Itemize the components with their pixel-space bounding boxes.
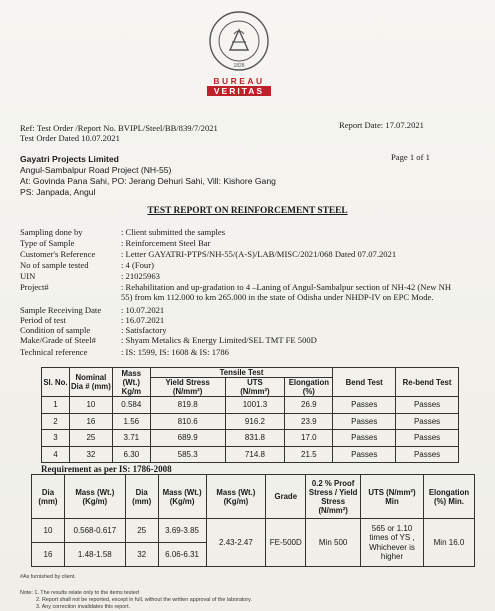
svg-text:1828: 1828 [233, 63, 245, 69]
detail-value: : Reinforcement Steel Bar [121, 238, 211, 248]
detail-key: Type of Sample [20, 238, 75, 248]
cell-uts: 916.2 [225, 413, 285, 430]
req-cell-mass-2: 6.06-6.31 [158, 543, 206, 567]
detail-row [20, 249, 396, 260]
req-header-proof-stress: 0.2 % Proof Stress / Yield Stress (N/mm²) [306, 475, 361, 519]
detail-value: : 4 (Four) [121, 260, 154, 270]
table-row [42, 430, 459, 447]
req-cell-dia: 10 [32, 519, 65, 543]
req-cell-mass-3: 2.43-2.47 [206, 519, 266, 567]
table-row [42, 446, 459, 463]
cell-ys: 810.6 [150, 413, 225, 430]
cell-rebend: Passes [396, 446, 459, 463]
cell-sl: 2 [42, 413, 70, 430]
req-header-dia-2: Dia (mm) [125, 475, 158, 519]
cell-rebend: Passes [396, 413, 459, 430]
req-cell-dia-2: 32 [125, 543, 158, 567]
header-bend-test: Bend Test [333, 368, 396, 397]
req-header-mass: Mass (Wt.) (Kg/m) [64, 475, 125, 519]
cell-elongation: 23.9 [285, 413, 333, 430]
cell-rebend: Passes [396, 430, 459, 447]
cell-bend: Passes [333, 446, 396, 463]
detail-value: : Client submitted the samples [121, 227, 226, 237]
brand-top-text: BUREAU [213, 76, 265, 86]
cell-elongation: 21.5 [285, 446, 333, 463]
note-2: 2. Report shall not be reported, except in full, without the written approval of the laboratory. [36, 597, 252, 603]
table-row [42, 413, 459, 430]
req-header-mass-3: Mass (Wt.) (Kg/m) [206, 475, 266, 519]
detail-value: : Letter GAYATRI-PTPS/NH-55/(A-S)/LAB/MISC/2021/068 Dated 07.07.2021 [121, 249, 397, 259]
detail-row [20, 305, 164, 316]
table-row [32, 519, 475, 543]
cell-sl: 3 [42, 430, 70, 447]
req-cell-dia: 16 [32, 543, 65, 567]
detail-value-continued: 55) from km 112.000 to km 265.000 in the state of Odisha under NHDP-IV on EPC Mode. [121, 292, 434, 302]
cell-uts: 1001.3 [225, 397, 285, 414]
req-cell-mass: 1.48-1.58 [64, 543, 125, 567]
cell-ys: 819.8 [150, 397, 225, 414]
detail-key: Make/Grade of Steel# [20, 335, 96, 345]
req-header-uts: UTS (N/mm²) Min [361, 475, 424, 519]
header-yield-stress [150, 378, 225, 397]
yield-stress-label: Yield Stress [165, 378, 210, 387]
req-header-dia: Dia (mm) [32, 475, 65, 519]
cell-mass: 0.584 [112, 397, 150, 414]
req-header-elongation: Elongation (%) Min. [423, 475, 474, 519]
header-tensile-test: Tensile Test [150, 368, 333, 378]
detail-row [20, 238, 211, 249]
requirement-table [31, 474, 475, 567]
note-1: Note: 1. The results relate only to the items tested [20, 590, 139, 596]
detail-key: Sampling done by [20, 227, 83, 237]
page-number: Page 1 of 1 [391, 152, 430, 162]
cell-ys: 585.3 [150, 446, 225, 463]
client-name: Gayatri Projects Limited [20, 154, 119, 164]
furnished-note: #As furnished by client. [20, 574, 76, 580]
header-nominal-dia: Nominal Dia # (mm) [69, 368, 112, 397]
requirement-title: Requirement as per IS: 1786-2008 [41, 464, 172, 474]
detail-key: Technical reference [20, 347, 88, 357]
ref-number: Ref: Test Order /Report No. BVIPL/Steel/BB/839/7/2021 [20, 123, 218, 133]
detail-key: Condition of sample [20, 325, 91, 335]
detail-value: : IS: 1599, IS: 1608 & IS: 1786 [121, 347, 229, 357]
detail-key: Project# [20, 282, 49, 292]
note-3: 3. Any correction invalidates this report. [36, 604, 131, 610]
detail-key: UIN [20, 271, 36, 281]
bureau-veritas-seal-icon [208, 10, 270, 72]
header-elongation: Elongation (%) [285, 378, 333, 397]
results-table [41, 367, 459, 463]
req-cell-mass: 0.568-0.617 [64, 519, 125, 543]
cell-bend: Passes [333, 397, 396, 414]
detail-key: Customer's Reference [20, 249, 96, 259]
cell-uts: 831.8 [225, 430, 285, 447]
brand-block [207, 76, 271, 98]
detail-row [20, 335, 317, 346]
detail-key: No of sample tested [20, 260, 89, 270]
detail-value: : Shyam Metalics & Energy Limited/SEL TMT FE 500D [121, 335, 317, 345]
cell-mass: 6.30 [112, 446, 150, 463]
detail-value: : Satisfactory [121, 325, 167, 335]
detail-row [20, 271, 160, 282]
detail-key: Sample Receiving Date [20, 305, 102, 315]
header-rebend-test: Re-bend Test [396, 368, 459, 397]
req-header-grade: Grade [266, 475, 306, 519]
detail-row [20, 347, 229, 358]
report-title: TEST REPORT ON REINFORCEMENT STEEL [147, 206, 348, 216]
uts-label: UTS [247, 378, 263, 387]
cell-dia: 25 [69, 430, 112, 447]
detail-row [20, 315, 164, 326]
detail-value: : 21025963 [121, 271, 160, 281]
report-date: Report Date: 17.07.2021 [339, 120, 424, 130]
client-address: At: Govinda Pana Sahi, PO: Jerang Dehuri Sahi, Vill: Kishore Gang [20, 176, 276, 186]
cell-dia: 10 [69, 397, 112, 414]
detail-value: : Rehabilitation and up-gradation to 4 –Laning of Angul-Sambalpur section of NH-42 (New NH [121, 282, 452, 292]
detail-row [20, 260, 154, 271]
req-cell-proof-stress: Min 500 [306, 519, 361, 567]
cell-uts: 714.8 [225, 446, 285, 463]
yield-stress-unit: (N/mm²) [172, 387, 203, 396]
detail-row [20, 282, 481, 293]
cell-dia: 32 [69, 446, 112, 463]
brand-bottom-text: VERITAS [207, 86, 271, 96]
cell-sl: 4 [42, 446, 70, 463]
detail-value: : 10.07.2021 [121, 305, 165, 315]
detail-row [20, 325, 167, 336]
detail-value: : 16.07.2021 [121, 315, 165, 325]
cell-sl: 1 [42, 397, 70, 414]
req-cell-mass-2: 3.69-3.85 [158, 519, 206, 543]
cell-bend: Passes [333, 430, 396, 447]
order-date: Test Order Dated 10.07.2021 [20, 133, 120, 143]
cell-bend: Passes [333, 413, 396, 430]
cell-mass: 1.56 [112, 413, 150, 430]
req-cell-elongation: Min 16.0 [423, 519, 474, 567]
detail-key: Period of test [20, 315, 66, 325]
cell-ys: 689.9 [150, 430, 225, 447]
header-uts [225, 378, 285, 397]
cell-elongation: 17.0 [285, 430, 333, 447]
table-row [42, 397, 459, 414]
uts-unit: (N/mm²) [240, 387, 270, 396]
client-ps: PS: Janpada, Angul [20, 187, 96, 197]
cell-rebend: Passes [396, 397, 459, 414]
detail-row [20, 227, 225, 238]
header-mass: Mass (Wt.) Kg/m [112, 368, 150, 397]
cell-dia: 16 [69, 413, 112, 430]
client-project: Angul-Sambalpur Road Project (NH-55) [20, 165, 172, 175]
req-cell-uts: 565 or 1.10 times of YS , Whichever is higher [361, 519, 424, 567]
req-cell-dia-2: 25 [125, 519, 158, 543]
header-sl: Sl. No. [42, 368, 70, 397]
cell-mass: 3.71 [112, 430, 150, 447]
req-header-mass-2: Mass (Wt.) (Kg/m) [158, 475, 206, 519]
req-cell-grade: FE-500D [266, 519, 306, 567]
cell-elongation: 26.9 [285, 397, 333, 414]
